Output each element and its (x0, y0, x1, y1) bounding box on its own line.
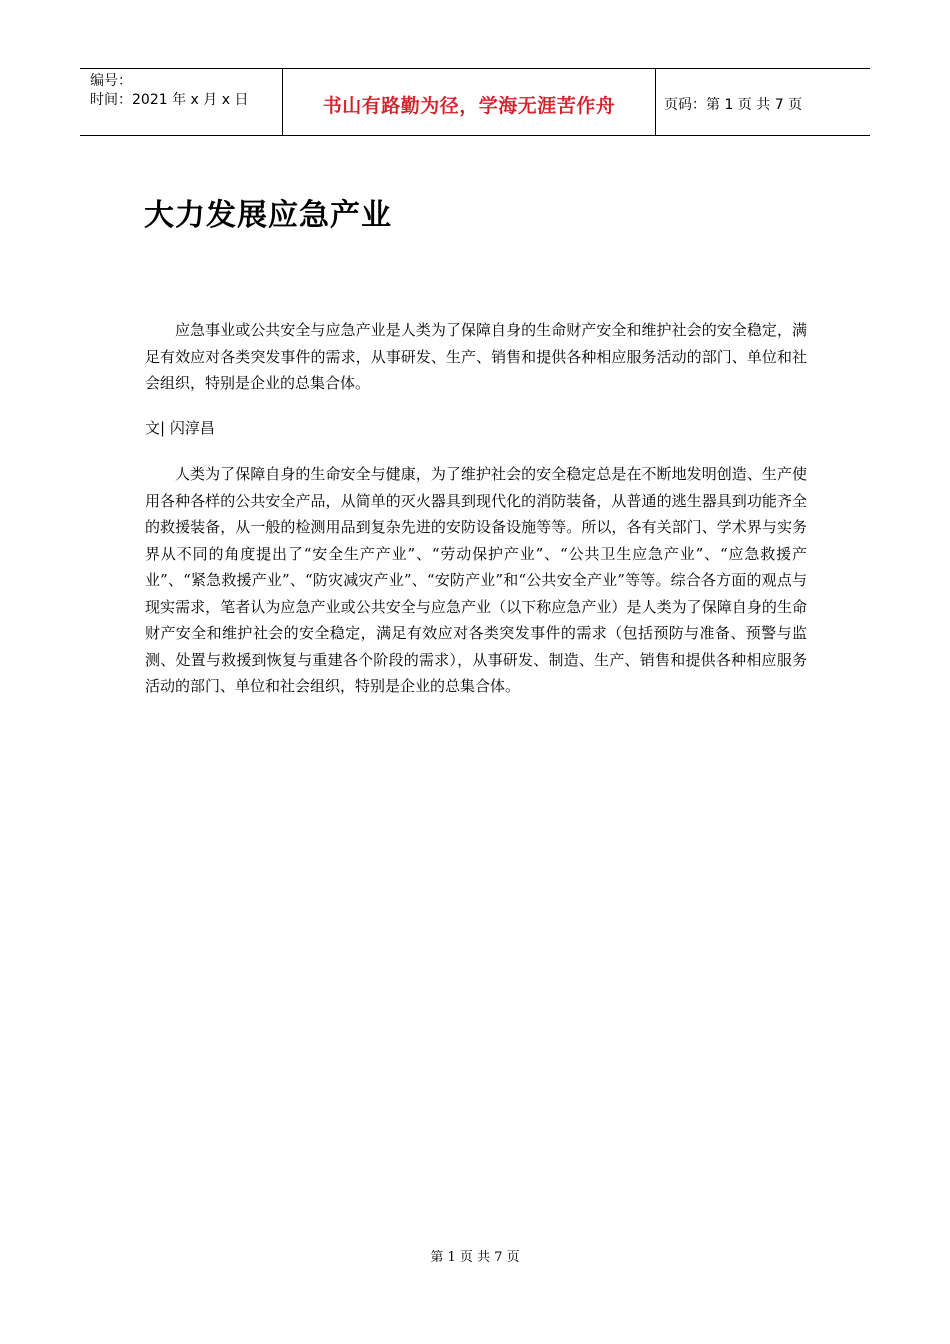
document-body (145, 317, 807, 700)
header-meta (80, 69, 282, 135)
page-footer: 第 1 页 共 7 页 (430, 1250, 520, 1265)
page-info: 页码：第 1 页 共 7 页 (664, 97, 803, 113)
paragraph-1: 应急事业或公共安全与应急产业是人类为了保障自身的生命财产安全和维护社会的安全稳定，满足有效应对各类突发事件的需求，从事研发、生产、销售和提供各种相应服务活动的部门、单位和社会组织，特别是企业的总集合体。 (145, 321, 807, 392)
document-title: 大力发展应急产业 (144, 198, 392, 233)
motto-text: 书山有路勤为径，学海无涯苦作舟 (322, 94, 616, 117)
header-motto-cell (282, 69, 656, 135)
time-label: 时间：2021 年 x 月 x 日 (90, 92, 249, 108)
document-header (80, 68, 870, 136)
author-line: 文| 闪淳昌 (145, 418, 215, 437)
number-label: 编号： (90, 73, 132, 89)
header-page-cell (656, 69, 870, 135)
paragraph-2: 人类为了保障自身的生命安全与健康，为了维护社会的安全稳定总是在不断地发明创造、生产使用各种各样的公共安全产品，从简单的灭火器具到现代化的消防装备，从普通的逃生器具到功能齐全的救援装备，从一般的检测用品到复杂先进的安防设备设施等等。所以，各有关部门、学术界与实务界从不同的角度提出了“安全生产产业”、“劳动保护产业”、“公共卫生应急产业”、“应急救援产业”、“紧急救援产业”、“防灾减灾产业”、“安防产业”和“公共安全产业”等等。综合各方面的观点与现实需求，笔者认为应急产业或公共安全与应急产业（以下称应急产业）是人类为了保障自身的生命财产安全和维护社会的安全稳定，满足有效应对各类突发事件的需求（包括预防与准备、预警与监测、处置与救援到恢复与重建各个阶段的需求），从事研发、制造、生产、销售和提供各种相应服务活动的部门、单位和社会组织，特别是企业的总集合体。 (145, 465, 807, 695)
